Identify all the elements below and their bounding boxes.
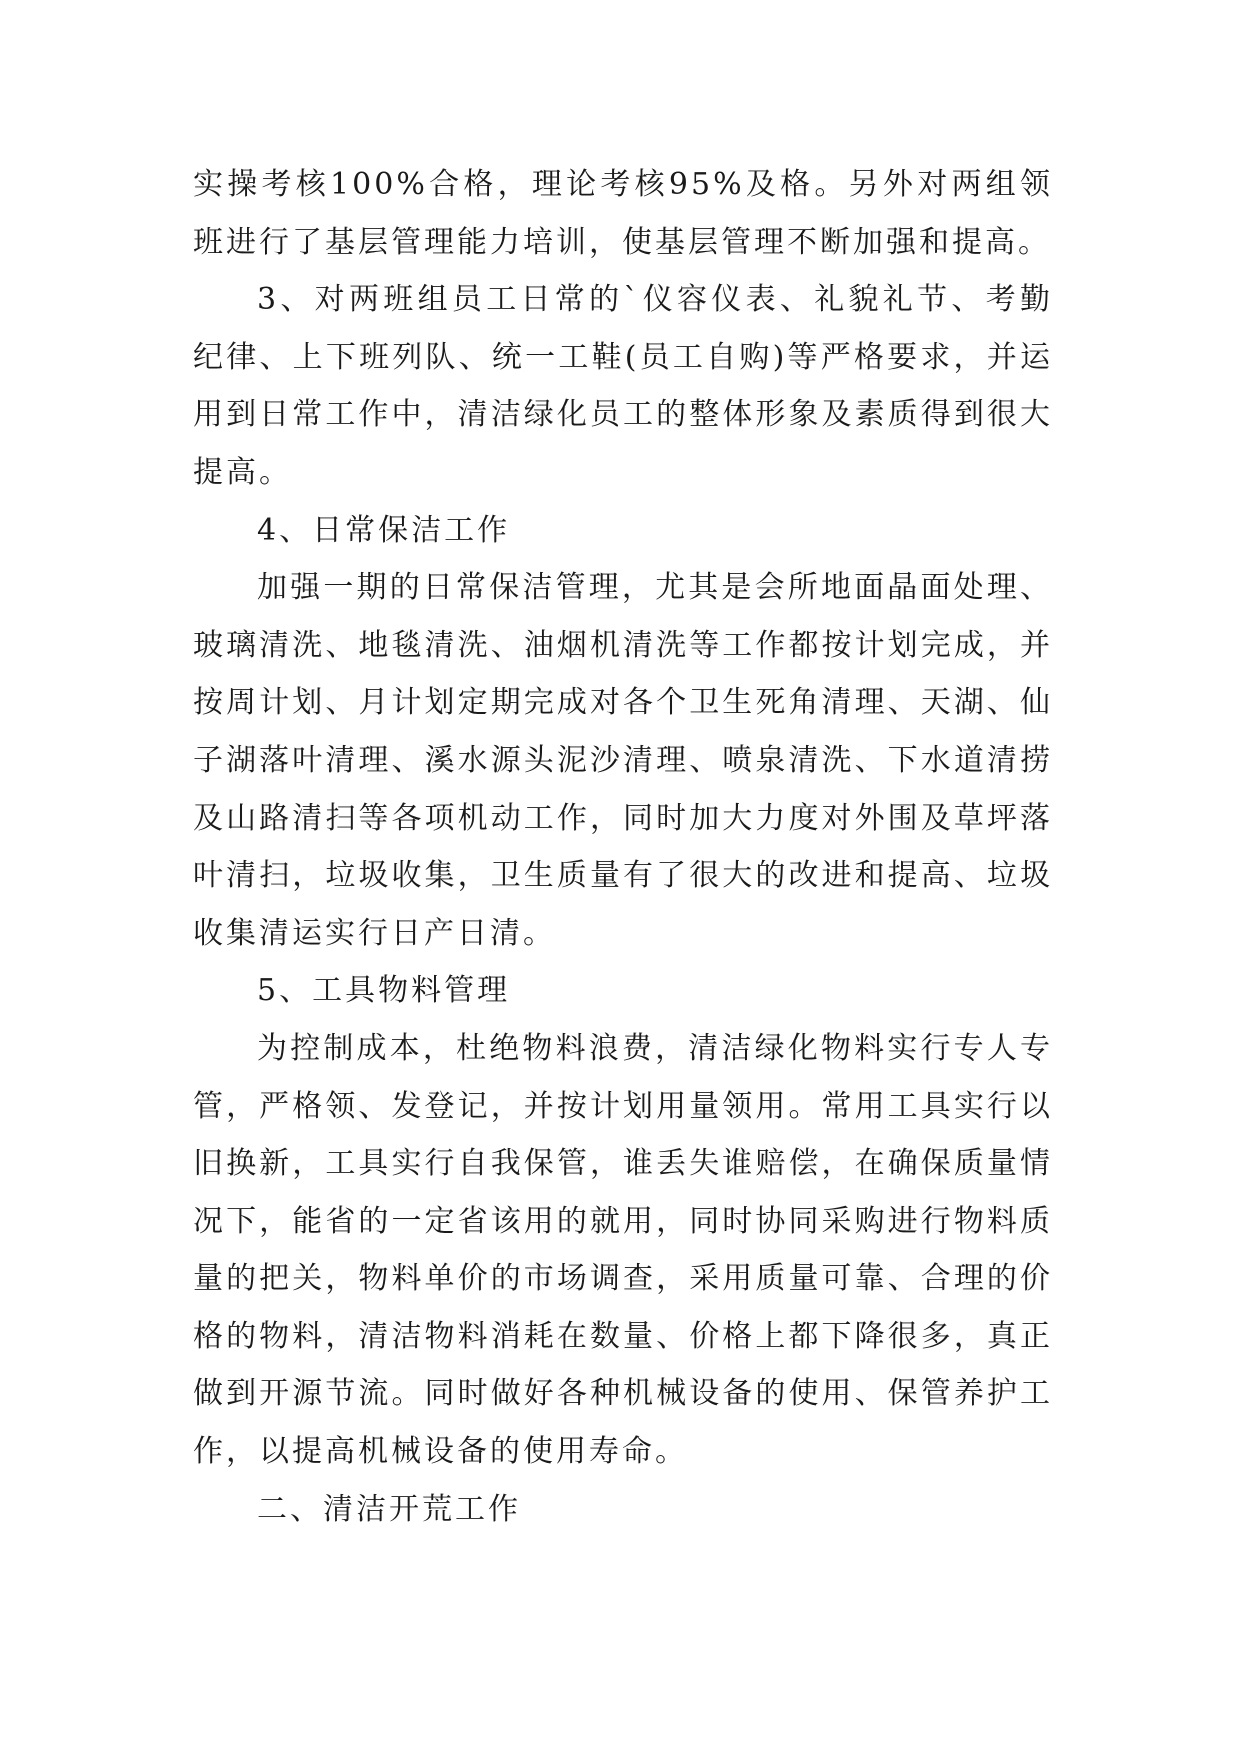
paragraph-daily-cleaning: 加强一期的日常保洁管理，尤其是会所地面晶面处理、玻璃清洗、地毯清洗、油烟机清洗等工作都按计划完成，并按周计划、月计划定期完成对各个卫生死角清理、天湖、仙子湖落叶清理、溪水源头泥沙清理、喷泉清洗、下水道清捞及山路清扫等各项机动工作，同时加大力度对外围及草坪落叶清扫，垃圾收集，卫生质量有了很大的改进和提高、垃圾收集清运实行日产日清。 [193, 570, 1053, 951]
heading-section-2-cleaning: 二、清洁开荒工作 [257, 1491, 521, 1527]
paragraph-tools-materials: 为控制成本，杜绝物料浪费，清洁绿化物料实行专人专管，严格领、发登记，并按计划用量领用。常用工具实行以旧换新，工具实行自我保管，谁丢失谁赔偿，在确保质量情况下，能省的一定省该用的就用，同时协同采购进行物料质量的把关，物料单价的市场调查，采用质量可靠、合理的价格的物料，清洁物料消耗在数量、价格上都下降很多，真正做到开源节流。同时做好各种机械设备的使用、保管养护工作，以提高机械设备的使用寿命。 [193, 1030, 1053, 1470]
heading-item-4-daily-cleaning: 4、日常保洁工作 [257, 512, 511, 548]
paragraph-item-3-appearance: 3、对两班组员工日常的`仪容仪表、礼貌礼节、考勤纪律、上下班列队、统一工鞋(员工自购)等严格要求，并运用到日常工作中，清洁绿化员工的整体形象及素质得到很大提高。 [193, 282, 1053, 490]
heading-item-5-tools-materials: 5、工具物料管理 [257, 973, 511, 1009]
document-body [193, 156, 1053, 1538]
paragraph-assessment-results: 实操考核100%合格，理论考核95%及格。另外对两组领班进行了基层管理能力培训，使基层管理不断加强和提高。 [193, 167, 1053, 260]
